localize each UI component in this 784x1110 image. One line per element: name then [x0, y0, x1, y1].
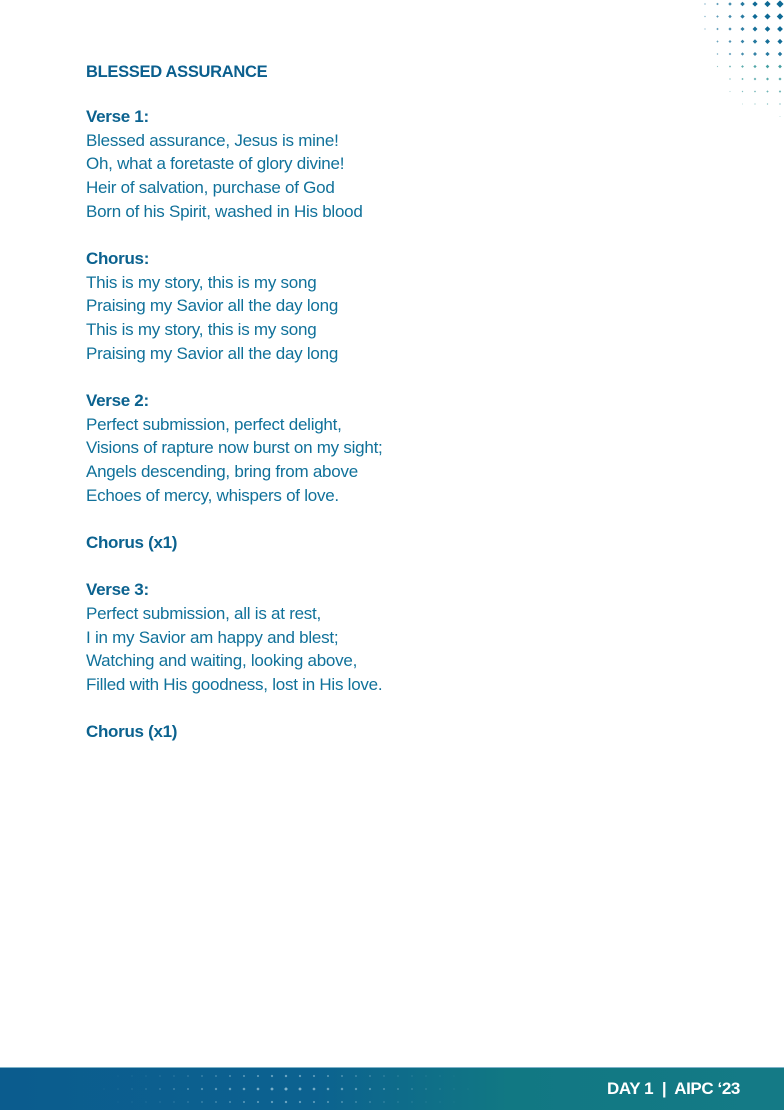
section-label: Verse 2: — [86, 391, 149, 411]
section-label: Chorus (x1) — [86, 533, 178, 553]
lyrics-content — [86, 62, 686, 767]
chorus — [86, 247, 686, 366]
lyric-line: Oh, what a foretaste of glory divine! — [86, 154, 345, 174]
section-label: Verse 1: — [86, 107, 149, 126]
verse-1 — [86, 105, 686, 224]
lyric-line: Echoes of mercy, whispers of love. — [86, 485, 339, 505]
chorus-repeat-2 — [86, 720, 686, 744]
lyric-line: Filled with His goodness, lost in His love. — [86, 675, 383, 695]
section-label: Chorus: — [86, 249, 150, 269]
lyric-line: Praising my Savior all the day long — [86, 296, 339, 316]
lyric-line: Praising my Savior all the day long — [86, 343, 339, 363]
lyric-line: This is my story, this is my song — [86, 272, 317, 292]
lyric-line: This is my story, this is my song — [86, 320, 317, 340]
section-label: Chorus (x1) — [86, 722, 178, 742]
verse-3 — [86, 578, 686, 697]
lyric-line: I in my Savior am happy and blest; — [86, 627, 339, 647]
section-label: Verse 3: — [86, 580, 149, 600]
page-footer — [0, 1067, 784, 1110]
footer-dots-decoration — [60, 1068, 480, 1110]
verse-2 — [86, 389, 686, 508]
halftone-dots-decoration — [674, 0, 784, 135]
lyric-line: Born of his Spirit, washed in His blood — [86, 201, 363, 221]
lyric-line: Blessed assurance, Jesus is mine! — [86, 130, 339, 150]
lyric-line: Heir of salvation, purchase of God — [86, 178, 335, 198]
lyric-line: Watching and waiting, looking above, — [86, 651, 358, 671]
lyric-line: Perfect submission, all is at rest, — [86, 603, 322, 623]
lyric-line: Perfect submission, perfect delight, — [86, 414, 342, 434]
footer-label: DAY 1 | AIPC ‘23 — [607, 1079, 740, 1098]
lyric-line: Visions of rapture now burst on my sight; — [86, 438, 383, 458]
chorus-repeat-1 — [86, 531, 686, 555]
lyric-line: Angels descending, bring from above — [86, 462, 358, 482]
song-title: BLESSED ASSURANCE — [86, 63, 268, 81]
